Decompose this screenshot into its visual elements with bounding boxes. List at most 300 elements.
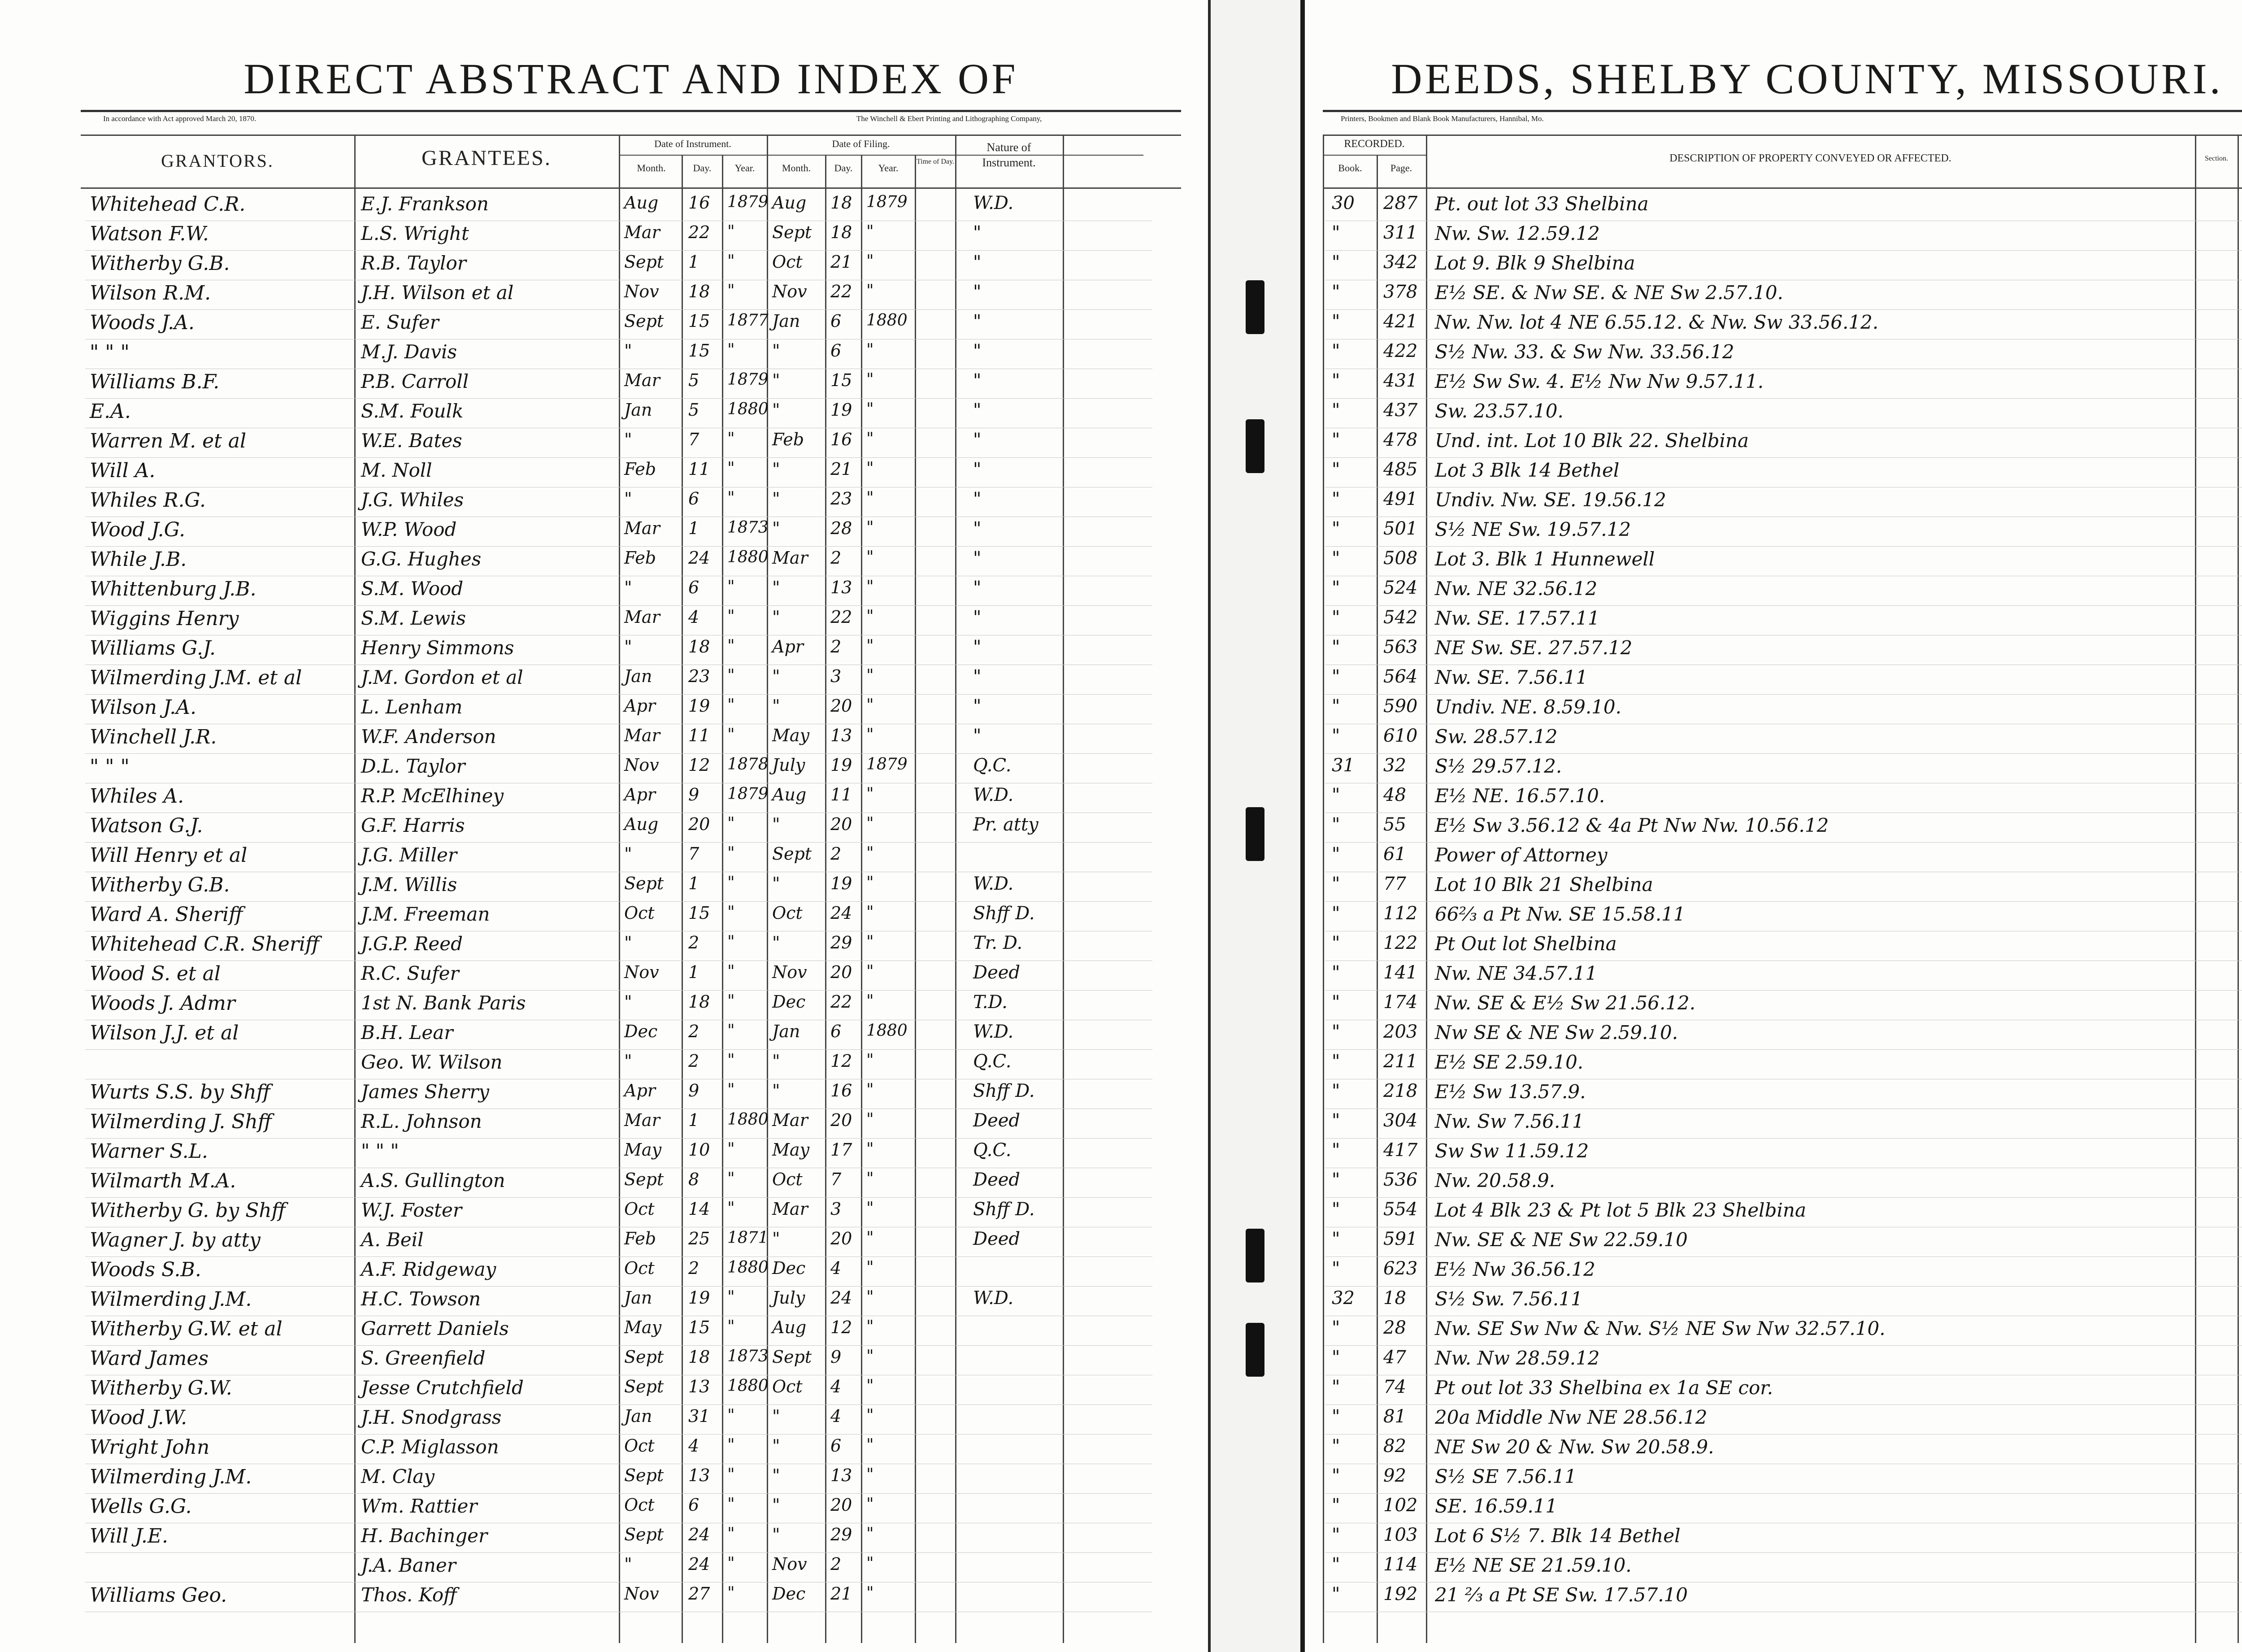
filing-month: Mar	[772, 1110, 808, 1130]
instrument-year: "	[727, 282, 735, 300]
record-page: 82	[1383, 1436, 1406, 1456]
row-rule	[1325, 250, 2242, 251]
row-rule	[1325, 1286, 2242, 1287]
record-page: 508	[1383, 548, 1418, 569]
filing-month: Aug	[772, 1317, 807, 1337]
instrument-year: "	[727, 1465, 735, 1484]
col-divider	[955, 135, 956, 1643]
instrument-year: "	[727, 1406, 735, 1425]
instrument-month: Apr	[624, 1081, 656, 1100]
property-description: Nw. Sw. 12.59.12	[1435, 222, 1600, 244]
instrument-day: 6	[688, 1495, 700, 1515]
recorded-header: RECORDED.	[1344, 138, 1405, 150]
record-book: "	[1332, 578, 1340, 598]
filing-month: "	[772, 370, 780, 390]
instrument-month: "	[624, 933, 632, 952]
instrument-nature: Q.C.	[973, 1140, 1012, 1161]
instrument-month: Aug	[624, 814, 659, 834]
filing-month: "	[772, 1436, 780, 1456]
instrument-month: Sept	[624, 1525, 664, 1544]
filing-day: 21	[830, 459, 852, 479]
recorded-header-rule	[1323, 155, 1426, 156]
property-description: Nw. SE & E½ Sw 21.56.12.	[1435, 992, 1696, 1014]
record-page: 102	[1383, 1495, 1418, 1516]
record-book: "	[1332, 341, 1340, 361]
property-description: Nw. NE 34.57.11	[1435, 962, 1598, 984]
instrument-nature: Q.C.	[973, 1051, 1012, 1072]
right-page-title: DEEDS, SHELBY COUNTY, MISSOURI.	[1391, 55, 2223, 103]
instrument-year: "	[727, 844, 735, 862]
instrument-month: Dec	[624, 1022, 658, 1041]
grantee-name: E.J. Frankson	[361, 193, 489, 215]
instrument-month: Sept	[624, 1465, 664, 1485]
row-rule	[85, 1552, 1152, 1553]
act-note: In accordance with Act approved March 20, 1870.	[103, 114, 256, 123]
filing-month: "	[772, 400, 780, 420]
instrument-day: 9	[688, 785, 700, 804]
filing-month: Aug	[772, 785, 807, 804]
instrument-month: Oct	[624, 1436, 655, 1456]
instrument-year: 1880	[727, 548, 769, 566]
row-rule	[1325, 1552, 2242, 1553]
record-page: 218	[1383, 1081, 1418, 1101]
instrument-day: 13	[688, 1377, 710, 1396]
filing-day: 18	[830, 222, 852, 242]
filing-month: Sept	[772, 844, 812, 864]
filing-year: "	[866, 992, 874, 1010]
record-book: "	[1332, 903, 1340, 924]
row-rule	[85, 309, 1152, 310]
filing-day: 29	[830, 933, 852, 952]
filing-month: "	[772, 1465, 780, 1485]
col-divider	[825, 155, 826, 1643]
col-divider	[619, 135, 620, 1643]
instrument-day: 1	[688, 962, 700, 982]
page-header: Page.	[1390, 162, 1412, 174]
nature-header: Nature of Instrument.	[982, 141, 1036, 169]
filing-day: 2	[830, 637, 842, 656]
instrument-month: Mar	[624, 370, 660, 390]
grantor-name: Will A.	[90, 459, 156, 482]
filing-year: "	[866, 844, 874, 862]
grantors-header: GRANTORS.	[161, 151, 274, 171]
grantor-name: Wood J.W.	[90, 1406, 187, 1429]
grantee-name: M. Clay	[361, 1465, 435, 1487]
filing-year: 1880	[866, 311, 908, 330]
instrument-month: Mar	[624, 222, 660, 242]
instrument-nature: Q.C.	[973, 755, 1012, 776]
record-book: "	[1332, 1554, 1340, 1575]
grantee-name: R.B. Taylor	[361, 252, 466, 274]
property-description: Pt Out lot Shelbina	[1435, 933, 1617, 955]
record-page: 564	[1383, 666, 1418, 687]
filing-month: "	[772, 1525, 780, 1544]
record-book: "	[1332, 666, 1340, 687]
filing-year: "	[866, 1199, 874, 1217]
filing-year: "	[866, 874, 874, 892]
filing-day: 24	[830, 1288, 852, 1308]
property-description: NE Sw 20 & Nw. Sw 20.58.9.	[1435, 1436, 1714, 1458]
record-page: 81	[1383, 1406, 1406, 1427]
record-page: 211	[1383, 1051, 1418, 1072]
record-page: 304	[1383, 1110, 1418, 1131]
instrument-year: "	[727, 1495, 735, 1513]
filing-month: Apr	[772, 637, 804, 656]
property-description: E½ Sw 3.56.12 & 4a Pt Nw Nw. 10.56.12	[1435, 814, 1829, 836]
filing-month: "	[772, 1229, 780, 1248]
grantee-name: H. Bachinger	[361, 1525, 488, 1547]
binder-slot	[1246, 1323, 1264, 1377]
record-page: 203	[1383, 1022, 1418, 1042]
instrument-month: Oct	[624, 1495, 655, 1515]
grantor-name: Warren M. et al	[90, 430, 247, 452]
date-instrument-header: Date of Instrument.	[654, 138, 731, 149]
grantor-name: Wilson J.A.	[90, 696, 196, 719]
instrument-nature: Shff D.	[973, 903, 1035, 924]
property-description: Sw. 23.57.10.	[1435, 400, 1564, 422]
header-top-rule	[81, 135, 1181, 136]
instrument-nature: Deed	[973, 1229, 1021, 1249]
property-description: Nw. NE 32.56.12	[1435, 578, 1598, 600]
instrument-nature: "	[973, 696, 982, 717]
filing-day: 2	[830, 548, 842, 568]
filing-day: 3	[830, 666, 842, 686]
filing-year: "	[866, 933, 874, 951]
instrument-month: Jan	[624, 1406, 652, 1426]
filing-year: "	[866, 903, 874, 922]
instrument-nature: Shff D.	[973, 1199, 1035, 1220]
grantee-name: A.F. Ridgeway	[361, 1258, 496, 1280]
record-page: 311	[1383, 222, 1418, 243]
record-book: "	[1332, 1229, 1340, 1249]
property-description: Nw. SE & NE Sw 22.59.10	[1435, 1229, 1688, 1251]
record-page: 141	[1383, 962, 1418, 983]
grantee-name: S.M. Wood	[361, 578, 464, 600]
instrument-month: Aug	[624, 193, 659, 213]
record-book: "	[1332, 548, 1340, 569]
filing-year: "	[866, 518, 874, 537]
filing-year: "	[866, 430, 874, 448]
instrument-day: 18	[688, 282, 710, 301]
property-description: Lot 10 Blk 21 Shelbina	[1435, 874, 1653, 896]
grantor-name: Ward A. Sheriff	[90, 903, 243, 926]
date-filing-header: Date of Filing.	[832, 138, 890, 149]
filing-month: Mar	[772, 548, 808, 568]
instrument-day: 14	[688, 1199, 710, 1219]
instrument-day: 4	[688, 607, 700, 627]
property-description: Nw. SE Sw Nw & Nw. S½ NE Sw Nw 32.57.10.	[1435, 1317, 1886, 1339]
grantee-name: J.M. Gordon et al	[361, 666, 523, 688]
row-rule	[1325, 605, 2242, 606]
filing-day: 20	[830, 696, 852, 716]
instrument-nature: "	[973, 400, 982, 421]
row-rule	[1325, 1138, 2242, 1139]
record-book: "	[1332, 785, 1340, 805]
row-rule	[85, 1049, 1152, 1050]
record-page: 610	[1383, 726, 1418, 746]
row-rule	[85, 1286, 1152, 1287]
grantor-name: Williams Geo.	[90, 1584, 227, 1607]
row-rule	[85, 1493, 1152, 1494]
record-book: "	[1332, 696, 1340, 717]
left-page-title: DIRECT ABSTRACT AND INDEX OF	[243, 55, 1018, 103]
filing-month: July	[772, 1288, 805, 1308]
grantor-name: Wood J.G.	[90, 518, 186, 541]
filing-month: May	[772, 726, 810, 745]
grantor-name: Wagner J. by atty	[90, 1229, 261, 1252]
instrument-year: "	[727, 666, 735, 685]
filing-day: 2	[830, 844, 842, 864]
grantee-name: A. Beil	[361, 1229, 424, 1251]
property-description: Nw. SE. 17.57.11	[1435, 607, 1600, 629]
grantor-name: Wilmerding J.M.	[90, 1288, 252, 1311]
record-book: "	[1332, 400, 1340, 421]
instrument-year: "	[727, 1199, 735, 1217]
record-book: "	[1332, 1110, 1340, 1131]
instrument-year: "	[727, 252, 735, 270]
instrument-day: 11	[688, 459, 710, 479]
filing-month-header: Month.	[782, 162, 811, 174]
grantee-name: J.H. Wilson et al	[361, 282, 514, 304]
instrument-month: "	[624, 341, 632, 361]
instrument-month: May	[624, 1317, 662, 1337]
row-rule	[1325, 1049, 2242, 1050]
instrument-day: 15	[688, 311, 710, 331]
grantee-name: J.G. Whiles	[361, 489, 464, 511]
instrument-year: "	[727, 1554, 735, 1573]
instrument-month: "	[624, 1554, 632, 1574]
col-divider	[722, 155, 723, 1643]
filing-day: 6	[830, 1022, 842, 1041]
instrument-year: "	[727, 1584, 735, 1602]
instrument-year: 1873	[727, 1347, 769, 1365]
instrument-day: 5	[688, 400, 700, 420]
record-book: "	[1332, 1495, 1340, 1516]
instrument-nature: "	[973, 430, 982, 450]
instrument-year: "	[727, 1317, 735, 1336]
row-rule	[85, 901, 1152, 902]
property-description: Power of Attorney	[1435, 844, 1608, 866]
instrument-year: "	[727, 1288, 735, 1306]
record-book: "	[1332, 1081, 1340, 1101]
instrument-month: Sept	[624, 1347, 664, 1367]
record-page: 421	[1383, 311, 1418, 332]
property-description: Pt out lot 33 Shelbina ex 1a SE cor.	[1435, 1377, 1773, 1399]
instrument-nature: "	[973, 311, 982, 332]
col-divider	[915, 155, 916, 1643]
filing-day: 6	[830, 341, 842, 361]
instrument-month: Sept	[624, 874, 664, 893]
instrument-year: "	[727, 430, 735, 448]
instrument-month: Jan	[624, 1288, 652, 1308]
filing-year: "	[866, 548, 874, 566]
grantor-name: Witherby G.W.	[90, 1377, 232, 1400]
instrument-month: Nov	[624, 1584, 659, 1604]
property-description: E½ Sw 13.57.9.	[1435, 1081, 1586, 1103]
record-book: "	[1332, 1199, 1340, 1220]
record-page: 524	[1383, 578, 1418, 598]
instrument-day: 11	[688, 726, 710, 745]
record-page: 536	[1383, 1169, 1418, 1190]
instrument-month: Oct	[624, 1258, 655, 1278]
grantor-name: Wurts S.S. by Shff	[90, 1081, 270, 1104]
filing-year: "	[866, 459, 874, 478]
grantee-name: W.E. Bates	[361, 430, 462, 452]
instrument-day: 18	[688, 637, 710, 656]
row-rule	[1325, 1197, 2242, 1198]
grantee-name: J.M. Willis	[361, 874, 457, 896]
filing-year: "	[866, 1525, 874, 1543]
instrument-month: Feb	[624, 1229, 656, 1248]
instrument-year: "	[727, 1525, 735, 1543]
col-divider	[1323, 135, 1324, 1643]
filing-day: 3	[830, 1199, 842, 1219]
grantor-name: Will Henry et al	[90, 844, 248, 867]
row-rule	[85, 605, 1152, 606]
instrument-day: 5	[688, 370, 700, 390]
instrument-year: 1873	[727, 518, 769, 537]
record-book: "	[1332, 1525, 1340, 1545]
grantor-name: Wells G.G.	[90, 1495, 192, 1518]
grantee-name: W.F. Anderson	[361, 726, 496, 748]
row-rule	[1325, 1256, 2242, 1257]
instrument-nature: "	[973, 252, 982, 273]
property-description: Lot 4 Blk 23 & Pt lot 5 Blk 23 Shelbina	[1435, 1199, 1807, 1221]
instrument-year: 1880	[727, 400, 769, 418]
filing-day: 20	[830, 814, 852, 834]
filing-month: Oct	[772, 903, 803, 923]
row-rule	[1325, 1404, 2242, 1405]
instrument-month: Sept	[624, 252, 664, 272]
instrument-day: 4	[688, 1436, 700, 1456]
left-title-band	[81, 0, 1181, 112]
property-description: 66⅔ a Pt Nw. SE 15.58.11	[1435, 903, 1686, 925]
filing-day: 11	[830, 785, 852, 804]
instrument-day: 7	[688, 844, 700, 864]
row-rule	[1325, 990, 2242, 991]
record-book: "	[1332, 222, 1340, 243]
row-rule	[85, 1404, 1152, 1405]
instrument-nature: "	[973, 726, 982, 746]
description-header: DESCRIPTION OF PROPERTY CONVEYED OR AFFECTED.	[1669, 152, 1951, 164]
record-page: 437	[1383, 400, 1418, 421]
record-book: "	[1332, 459, 1340, 480]
grantor-name: Wright John	[90, 1436, 210, 1459]
grantee-name: J.M. Freeman	[361, 903, 490, 925]
record-book: "	[1332, 637, 1340, 657]
filing-year: "	[866, 1436, 874, 1454]
row-rule	[85, 1434, 1152, 1435]
filing-month: Feb	[772, 430, 804, 449]
instrument-nature: "	[973, 459, 982, 480]
grantor-name: Winchell J.R.	[90, 726, 217, 748]
instrument-year: "	[727, 874, 735, 892]
instrument-nature: Deed	[973, 1110, 1021, 1131]
row-rule	[1325, 753, 2242, 754]
record-book: "	[1332, 430, 1340, 450]
instrument-day: 13	[688, 1465, 710, 1485]
property-description: Undiv. NE. 8.59.10.	[1435, 696, 1621, 718]
filing-year: "	[866, 1140, 874, 1158]
filing-month: Nov	[772, 962, 807, 982]
grantee-name: 1st N. Bank Paris	[361, 992, 526, 1014]
filing-month: "	[772, 489, 780, 509]
filing-day: 20	[830, 1229, 852, 1248]
year-header: Year.	[734, 162, 755, 174]
right-ledger-page	[1300, 0, 2242, 1652]
filing-day: 13	[830, 726, 852, 745]
filing-month: "	[772, 578, 780, 597]
grantee-name: R.P. McElhiney	[361, 785, 504, 807]
record-book: "	[1332, 1051, 1340, 1072]
instrument-nature: "	[973, 607, 982, 628]
instrument-month: Mar	[624, 1110, 660, 1130]
filing-month: Jan	[772, 1022, 800, 1041]
grantor-name: Whitehead C.R.	[90, 193, 246, 216]
filing-year: "	[866, 1347, 874, 1365]
row-rule	[85, 250, 1152, 251]
record-book: "	[1332, 489, 1340, 509]
instrument-day: 2	[688, 1258, 700, 1278]
filing-year: "	[866, 637, 874, 655]
instrument-nature: "	[973, 548, 982, 569]
instrument-nature: W.D.	[973, 193, 1014, 213]
filing-month: "	[772, 1495, 780, 1515]
instrument-month: "	[624, 578, 632, 597]
filing-month: Oct	[772, 1169, 803, 1189]
record-book: "	[1332, 726, 1340, 746]
grantee-name: E. Sufer	[361, 311, 439, 333]
grantor-name: Wiggins Henry	[90, 607, 239, 630]
instrument-month: Nov	[624, 962, 659, 982]
instrument-day: 1	[688, 252, 700, 272]
filing-year: "	[866, 1051, 874, 1069]
record-page: 122	[1383, 933, 1418, 953]
record-page: 114	[1383, 1554, 1418, 1575]
grantor-name: Ward James	[90, 1347, 209, 1370]
instrument-year: "	[727, 637, 735, 655]
grantee-name: R.L. Johnson	[361, 1110, 482, 1132]
col-divider	[767, 135, 768, 1643]
col-divider	[1063, 135, 1064, 1643]
instrument-month: Nov	[624, 755, 659, 775]
record-book: "	[1332, 1347, 1340, 1368]
row-rule	[85, 753, 1152, 754]
col-divider	[682, 155, 683, 1643]
row-rule	[1325, 842, 2242, 843]
record-book: "	[1332, 282, 1340, 302]
filing-day: 28	[830, 518, 852, 538]
instrument-month: Feb	[624, 459, 656, 479]
record-page: 287	[1383, 193, 1418, 213]
filing-month: "	[772, 1051, 780, 1071]
property-description: E½ SE 2.59.10.	[1435, 1051, 1584, 1073]
filing-month: "	[772, 607, 780, 627]
row-rule	[1325, 309, 2242, 310]
grantee-name: Henry Simmons	[361, 637, 514, 659]
row-rule	[85, 546, 1152, 547]
filing-day: 15	[830, 370, 852, 390]
record-book: "	[1332, 518, 1340, 539]
grantee-name: J.G.P. Reed	[361, 933, 463, 955]
instrument-year: "	[727, 814, 735, 833]
record-book: "	[1332, 1436, 1340, 1456]
record-page: 77	[1383, 874, 1406, 894]
filing-month: Sept	[772, 1347, 812, 1367]
instrument-nature: "	[973, 666, 982, 687]
grantee-name: M.J. Davis	[361, 341, 457, 363]
property-description: S½ 29.57.12.	[1435, 755, 1562, 777]
